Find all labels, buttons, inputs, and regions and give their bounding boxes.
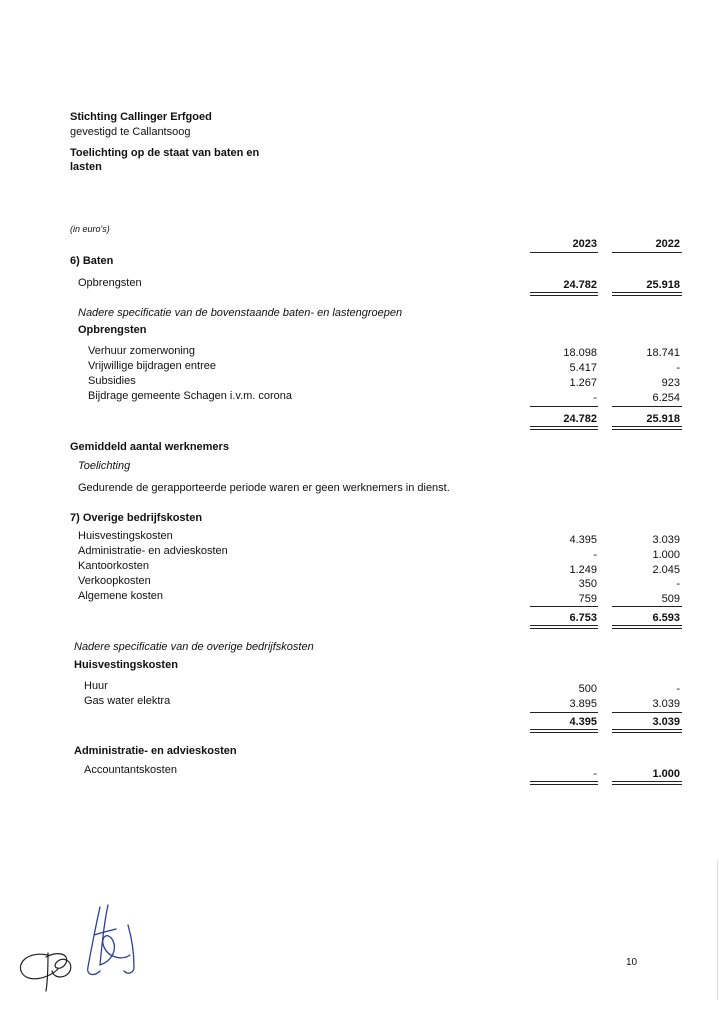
subtotal-rule bbox=[530, 712, 598, 713]
double-underline bbox=[530, 292, 598, 296]
list-item-value-2023: 1.267 bbox=[569, 377, 597, 389]
list-item-label: Vrijwillige bijdragen entree bbox=[88, 360, 216, 372]
organization-name: Stichting Callinger Erfgoed bbox=[70, 111, 212, 123]
list-item-label: Administratie- en advieskosten bbox=[78, 545, 228, 557]
list-item-value-2023: 500 bbox=[578, 683, 597, 695]
list-item-label: Algemene kosten bbox=[78, 590, 163, 602]
list-item-value-2022: 18.741 bbox=[646, 347, 680, 359]
list-item-value-2023: - bbox=[593, 549, 597, 561]
total-value-2022: 3.039 bbox=[652, 716, 680, 728]
double-underline bbox=[530, 625, 598, 629]
double-underline bbox=[612, 729, 682, 733]
total-value-2022: 6.593 bbox=[652, 612, 680, 624]
double-underline bbox=[530, 426, 598, 430]
list-item-value-2023: 350 bbox=[578, 578, 597, 590]
sub-heading-opbrengsten: Opbrengsten bbox=[78, 324, 147, 336]
list-item-value-2022: 3.039 bbox=[652, 698, 680, 710]
column-header-underline bbox=[612, 252, 682, 253]
specification-note: Nadere specificatie van de bovenstaande baten- en lastengroepen bbox=[78, 307, 403, 319]
row-value-2023: 24.782 bbox=[563, 279, 597, 291]
list-item-value-2022: - bbox=[676, 578, 680, 590]
double-underline bbox=[612, 625, 682, 629]
list-item-value-2022: 3.039 bbox=[652, 534, 680, 546]
row-value-2022: 25.918 bbox=[646, 279, 680, 291]
list-item-value-2023: 5.417 bbox=[569, 362, 597, 374]
signature-image bbox=[8, 895, 158, 995]
list-item-label: Subsidies bbox=[88, 375, 136, 387]
sub-heading-huisvestingskosten: Huisvestingskosten bbox=[74, 659, 178, 671]
scan-edge-line bbox=[717, 860, 718, 1000]
page-title-line1: Toelichting op de staat van baten en bbox=[70, 147, 260, 159]
list-item-label: Huisvestingskosten bbox=[78, 530, 173, 542]
row-value-2022: 1.000 bbox=[652, 768, 680, 780]
row-value-2023: - bbox=[593, 768, 597, 780]
section-heading-werknemers: Gemiddeld aantal werknemers bbox=[70, 441, 229, 453]
total-value-2022: 25.918 bbox=[646, 413, 680, 425]
section-heading-baten: 6) Baten bbox=[70, 255, 114, 267]
werknemers-text: Gedurende de gerapporteerde periode waren er geen werknemers in dienst. bbox=[78, 482, 450, 494]
list-item-value-2022: 923 bbox=[661, 377, 680, 389]
section-heading-overige: 7) Overige bedrijfskosten bbox=[70, 512, 203, 524]
list-item-value-2022: 1.000 bbox=[652, 549, 680, 561]
sub-heading-administratie: Administratie- en advieskosten bbox=[74, 745, 237, 757]
subtotal-rule bbox=[612, 606, 682, 607]
list-item-value-2022: 2.045 bbox=[652, 564, 680, 576]
list-item-label: Verhuur zomerwoning bbox=[88, 345, 196, 357]
row-label: Accountantskosten bbox=[84, 764, 177, 776]
organization-location: gevestigd te Callantsoog bbox=[70, 126, 191, 138]
subtotal-rule bbox=[530, 406, 598, 407]
list-item-value-2022: 509 bbox=[661, 593, 680, 605]
list-item-value-2022: 6.254 bbox=[652, 392, 680, 404]
total-value-2023: 24.782 bbox=[563, 413, 597, 425]
double-underline bbox=[530, 729, 598, 733]
double-underline bbox=[612, 781, 682, 785]
list-item-label: Bijdrage gemeente Schagen i.v.m. corona bbox=[88, 390, 293, 402]
list-item-value-2022: - bbox=[676, 362, 680, 374]
page-title-line2: lasten bbox=[70, 161, 102, 173]
double-underline bbox=[612, 426, 682, 430]
specification-note: Nadere specificatie van de overige bedrijfskosten bbox=[74, 641, 314, 653]
page-number: 10 bbox=[626, 957, 638, 968]
subtotal-rule bbox=[612, 712, 682, 713]
currency-note: (in euro's) bbox=[70, 224, 110, 234]
list-item-label: Gas water elektra bbox=[84, 695, 171, 707]
row-label: Opbrengsten bbox=[78, 277, 142, 289]
subtotal-rule bbox=[530, 606, 598, 607]
double-underline bbox=[612, 292, 682, 296]
column-header-underline bbox=[530, 252, 598, 253]
list-item-label: Kantoorkosten bbox=[78, 560, 149, 572]
list-item-value-2023: 759 bbox=[578, 593, 597, 605]
list-item-label: Verkoopkosten bbox=[78, 575, 151, 587]
total-value-2023: 4.395 bbox=[569, 716, 597, 728]
list-item-label: Huur bbox=[84, 680, 108, 692]
double-underline bbox=[530, 781, 598, 785]
total-value-2023: 6.753 bbox=[569, 612, 597, 624]
list-item-value-2023: 4.395 bbox=[569, 534, 597, 546]
list-item-value-2023: - bbox=[593, 392, 597, 404]
subtotal-rule bbox=[612, 406, 682, 407]
list-item-value-2022: - bbox=[676, 683, 680, 695]
column-header-2022: 2022 bbox=[655, 238, 680, 250]
column-header-2023: 2023 bbox=[572, 238, 597, 250]
list-item-value-2023: 3.895 bbox=[569, 698, 597, 710]
sub-heading-toelichting: Toelichting bbox=[78, 460, 131, 472]
list-item-value-2023: 1.249 bbox=[569, 564, 597, 576]
list-item-value-2023: 18.098 bbox=[563, 347, 597, 359]
